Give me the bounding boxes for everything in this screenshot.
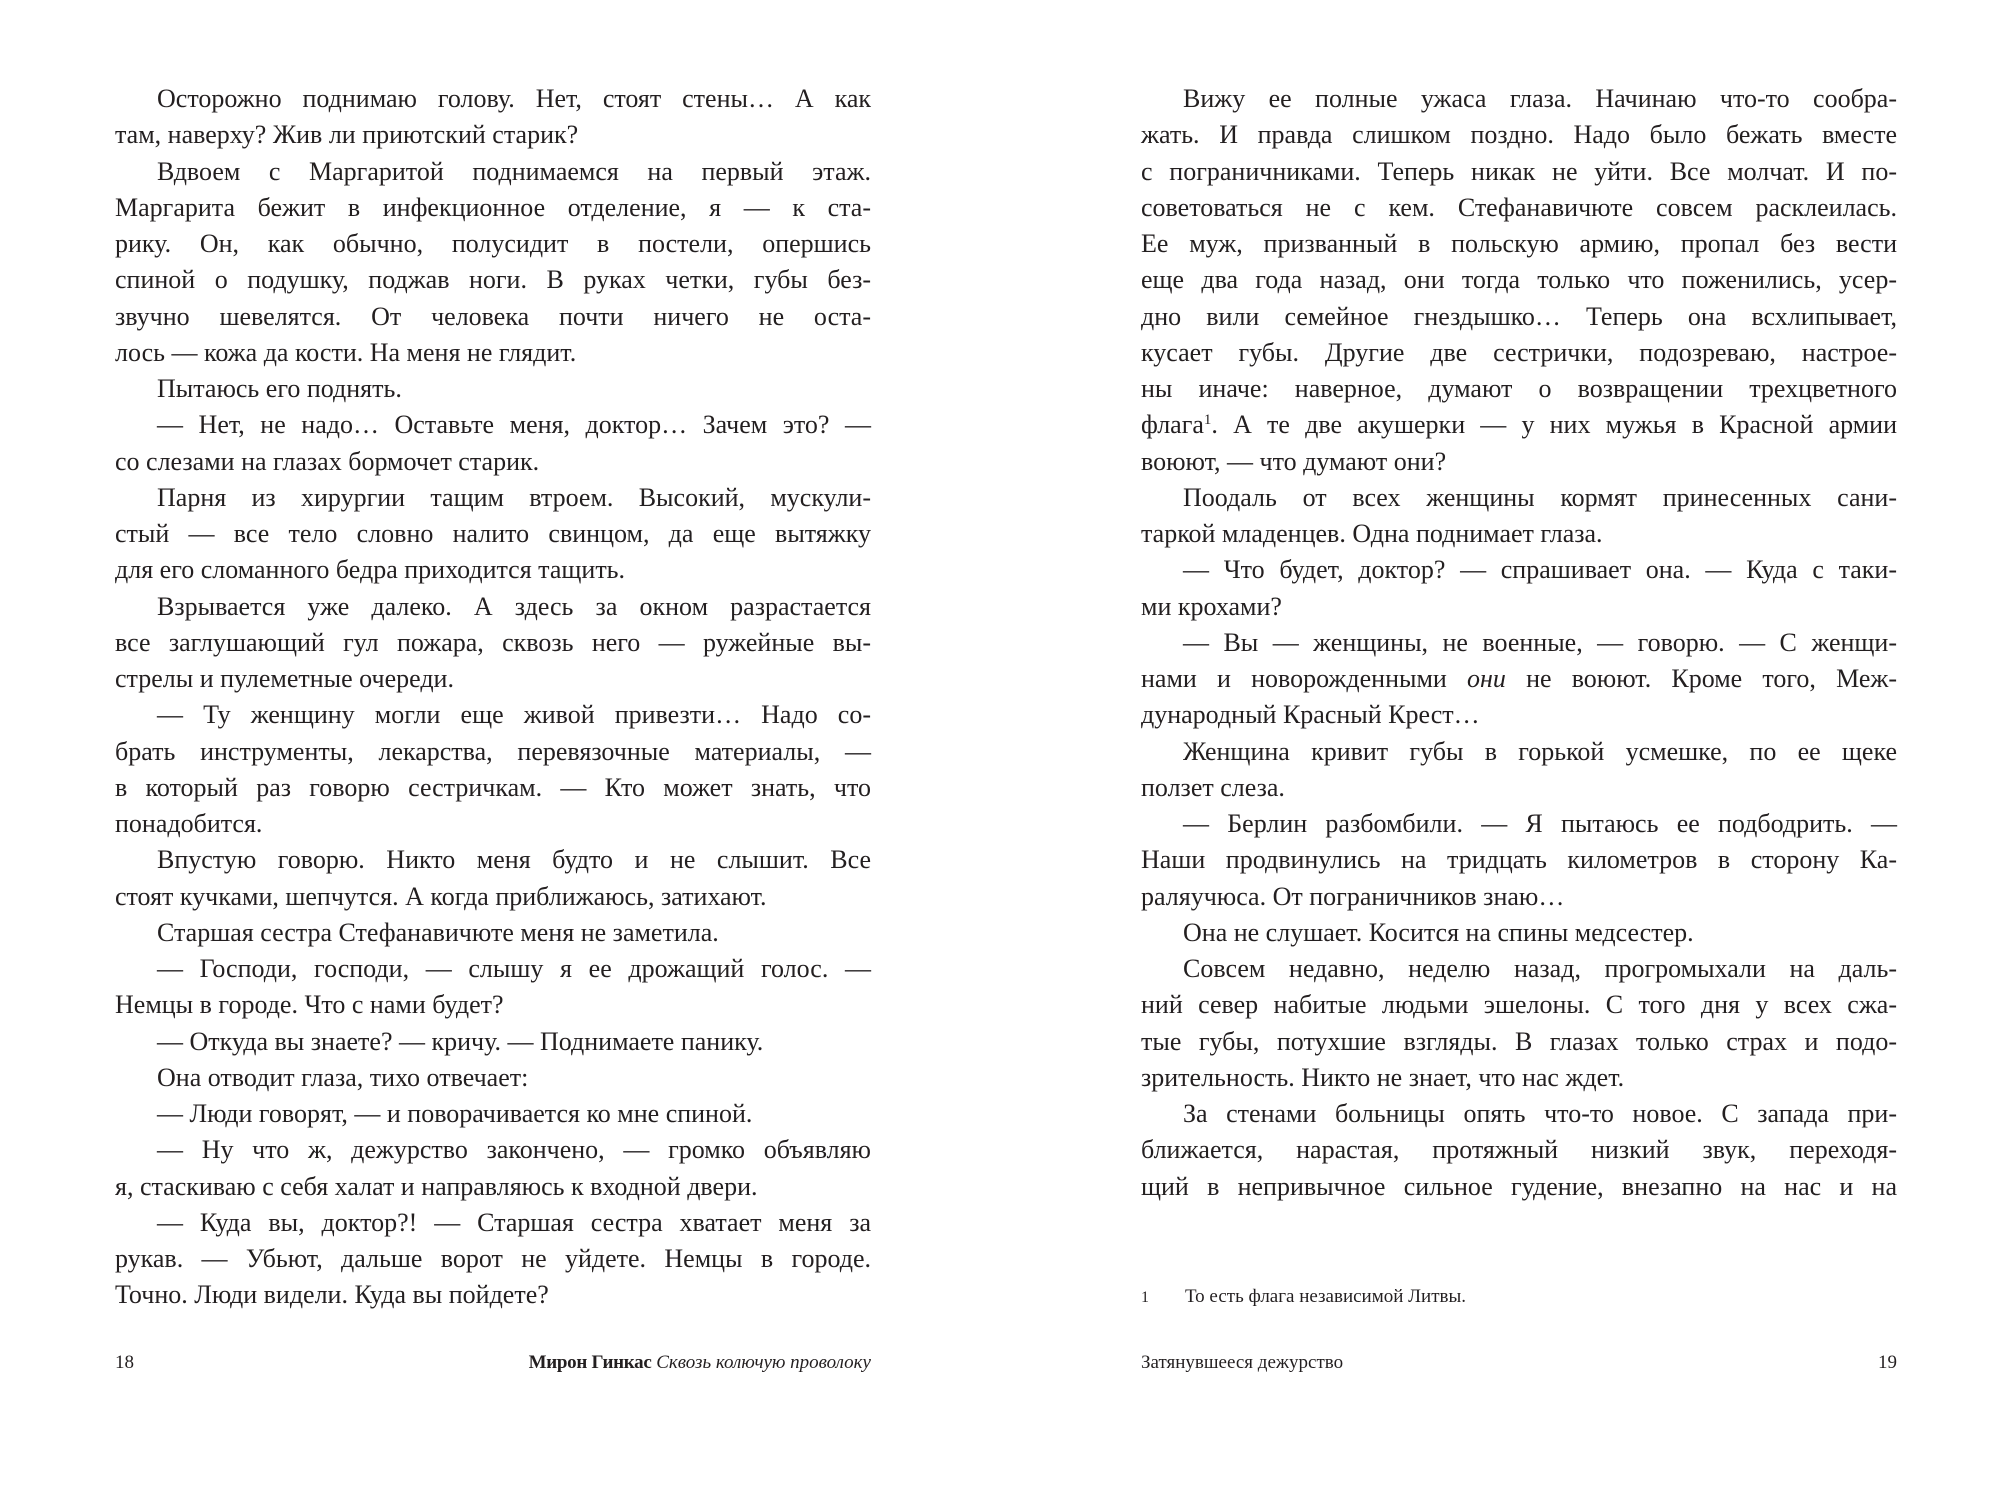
page-number-right: 19: [1878, 1352, 1897, 1373]
text-line: — Люди говорят, — и поворачивается ко мне спиной.: [157, 1099, 753, 1128]
text-line: дународный Красный Крест…: [1141, 700, 1480, 730]
text-segment: не воюют. Кроме того, Меж-: [1505, 664, 1898, 693]
text-line: Вдвоем с Маргаритой поднимаемся на первый этаж.: [157, 156, 871, 186]
text-segment: флага: [1141, 410, 1204, 440]
text-line: зрительность. Никто не знает, что нас ждет.: [1141, 1062, 1625, 1092]
text-line: ний север набитые людьми эшелоны. С того дня у всех сжа-: [1141, 990, 1897, 1020]
text-line: еще два года назад, они тогда только что поженились, усер-: [1141, 265, 1897, 295]
text-line: тые губы, потухшие взгляды. В глазах только страх и подо-: [1141, 1026, 1897, 1056]
text-line: щий в непривычное сильное гудение, внезапно на нас и на: [1141, 1171, 1897, 1201]
text-line: ползет слеза.: [1141, 772, 1285, 802]
text-line: ближается, нарастая, протяжный низкий звук, переходя-: [1141, 1135, 1897, 1165]
running-header-left: [529, 1352, 871, 1374]
text-line: ми крохами?: [1141, 591, 1282, 621]
text-line: Ее муж, призванный в польскую армию, пропал без вести: [1141, 229, 1897, 258]
text-line: спиной о подушку, поджав ноги. В руках четки, губы без-: [115, 265, 871, 295]
text-line: — Ну что ж, дежурство закончено, — громко объявляю: [157, 1135, 871, 1165]
footnote: [1141, 1286, 1466, 1308]
text-line: — Нет, не надо… Оставьте меня, доктор… Зачем это? —: [157, 410, 871, 440]
text-line: Она не слушает. Косится на спины медсестер.: [1183, 917, 1694, 947]
text-line: Наши продвинулись на тридцать километров в сторону Ка-: [1141, 845, 1897, 875]
text-line: жать. И правда слишком поздно. Надо было бежать вместе: [1141, 120, 1897, 150]
running-book-title: Сквозь колючую проволоку: [656, 1352, 871, 1373]
page-number-left: 18: [115, 1352, 134, 1373]
text-line: — Откуда вы знаете? — кричу. — Поднимаете панику.: [157, 1026, 764, 1056]
text-line: ны иначе: наверное, думают о возвращении трехцветного: [1141, 374, 1897, 403]
text-line: — Что будет, доктор? — спрашивает она. — Куда с таки-: [1183, 555, 1897, 585]
text-line: воюют, — что думают они?: [1141, 446, 1447, 476]
text-line: Совсем недавно, неделю назад, прогромыхали на даль-: [1183, 954, 1897, 983]
text-line: рику. Он, как обычно, полусидит в постели, опершись: [115, 229, 871, 258]
text-line: — Берлин разбомбили. — Я пытаюсь ее подбодрить. —: [1183, 809, 1897, 838]
text-line: — Куда вы, доктор?! — Старшая сестра хватает меня за: [157, 1207, 871, 1237]
text-line: лось — кожа да кости. На меня не глядит.: [115, 337, 577, 367]
text-line: За стенами больницы опять что-то новое. С запада при-: [1183, 1099, 1897, 1128]
text-segment: . А те две акушерки — у них мужья в Красной армии: [1211, 410, 1897, 440]
text-line: Женщина кривит губы в горькой усмешке, по ее щеке: [1183, 736, 1897, 766]
text-line: раляучюса. От пограничников знаю…: [1141, 881, 1565, 911]
text-line: [1141, 661, 1897, 697]
text-line: Маргарита бежит в инфекционное отделение, я — к ста-: [115, 192, 871, 222]
text-line: Поодаль от всех женщины кормят принесенных сани-: [1183, 482, 1897, 512]
text-line: для его сломанного бедра приходится тащить.: [115, 555, 626, 585]
text-line: с пограничниками. Теперь никак не уйти. Все молчат. И по-: [1141, 156, 1897, 186]
text-line: — Ту женщину могли еще живой привезти… Надо со-: [157, 700, 871, 730]
italic-text: они: [1467, 664, 1506, 693]
text-line: стый — все тело словно налито свинцом, да еще вытяжку: [115, 519, 871, 548]
text-line: Взрывается уже далеко. А здесь за окном разрастается: [157, 591, 871, 621]
text-line: со слезами на глазах бормочет старик.: [115, 446, 540, 476]
text-line: все заглушающий гул пожара, сквозь него — ружейные вы-: [115, 627, 871, 657]
text-line: дно вили семейное гнездышко… Теперь она всхлипывает,: [1141, 301, 1897, 331]
text-line: понадобится.: [115, 809, 263, 838]
footnote-text: То есть флага независимой Литвы.: [1185, 1286, 1467, 1307]
text-line: кусает губы. Другие две сестрички, подозреваю, настрое-: [1141, 337, 1897, 367]
text-line: Пытаюсь его поднять.: [157, 374, 402, 403]
right-page-footer: [1141, 1352, 1897, 1374]
text-segment: нами и новорожденными: [1141, 664, 1467, 693]
text-line: Она отводит глаза, тихо отвечает:: [157, 1062, 529, 1092]
text-line: — Вы — женщины, не военные, — говорю. — С женщи-: [1183, 627, 1897, 657]
text-line: стрелы и пулеметные очереди.: [115, 664, 454, 693]
text-line: Немцы в городе. Что с нами будет?: [115, 990, 504, 1020]
running-author: Мирон Гинкас: [528, 1352, 652, 1373]
text-line: в который раз говорю сестричкам. — Кто может знать, что: [115, 772, 871, 802]
running-chapter-title: Затянувшееся дежурство: [1141, 1352, 1344, 1373]
text-line: стоят кучками, шепчутся. А когда приближаюсь, затихают.: [115, 881, 767, 911]
text-line: там, наверху? Жив ли приютский старик?: [115, 120, 579, 150]
text-line: брать инструменты, лекарства, перевязочные материалы, —: [115, 736, 871, 766]
text-line: Парня из хирургии тащим втроем. Высокий, мускули-: [157, 482, 871, 512]
text-line: Точно. Люди видели. Куда вы пойдете?: [115, 1280, 549, 1310]
text-line: таркой младенцев. Одна поднимает глаза.: [1141, 519, 1603, 548]
right-page-body: [1141, 81, 1897, 1205]
text-line: звучно шевелятся. От человека почти ничего не оста-: [115, 301, 871, 331]
text-line: Старшая сестра Стефанавичюте меня не заметила.: [157, 917, 719, 947]
footnote-number: 1: [1141, 1289, 1149, 1306]
left-page-body: [115, 81, 871, 1314]
text-line: рукав. — Убьют, дальше ворот не уйдете. Немцы в городе.: [115, 1244, 871, 1273]
text-line: я, стаскиваю с себя халат и направляюсь к входной двери.: [115, 1171, 758, 1201]
text-line: [1141, 407, 1897, 443]
text-line: — Господи, господи, — слышу я ее дрожащий голос. —: [157, 954, 871, 983]
footnote-marker: 1: [1203, 412, 1212, 429]
text-line: Впустую говорю. Никто меня будто и не слышит. Все: [157, 845, 871, 875]
text-line: советоваться не с кем. Стефанавичюте совсем расклеилась.: [1141, 192, 1897, 222]
text-line: Осторожно поднимаю голову. Нет, стоят стены… А как: [157, 84, 871, 113]
left-page-footer: [115, 1352, 871, 1374]
text-line: Вижу ее полные ужаса глаза. Начинаю что-то сообра-: [1183, 84, 1897, 113]
